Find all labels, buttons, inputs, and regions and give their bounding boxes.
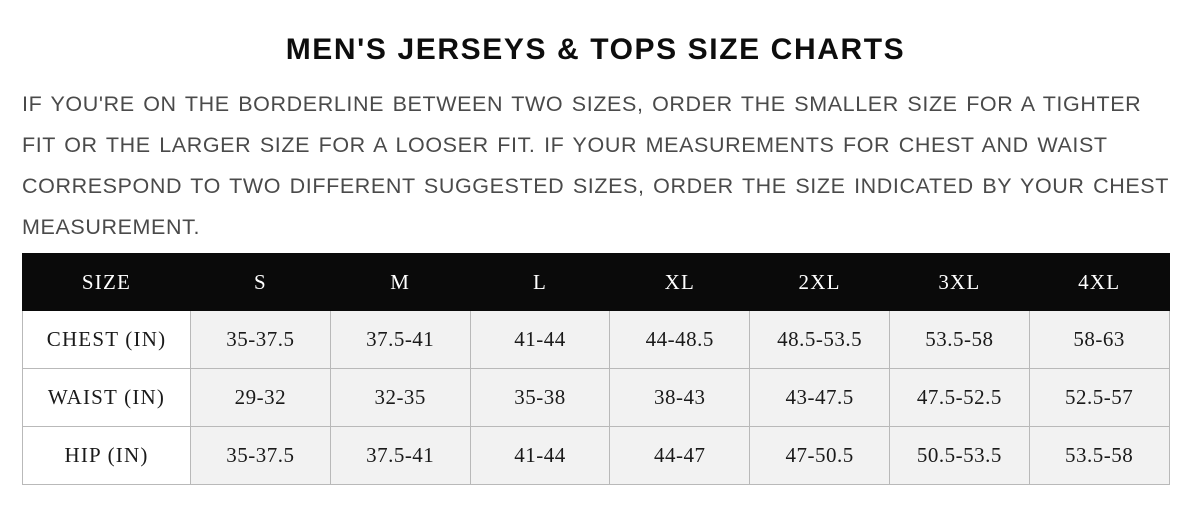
cell-hip-3xl: 50.5-53.5: [889, 427, 1029, 485]
cell-waist-s: 29-32: [191, 369, 331, 427]
cell-chest-4xl: 58-63: [1029, 311, 1169, 369]
table-row: [23, 369, 1170, 427]
cell-chest-xl: 44-48.5: [610, 311, 750, 369]
size-chart-table: [22, 253, 1170, 485]
cell-chest-2xl: 48.5-53.5: [750, 311, 890, 369]
cell-hip-s: 35-37.5: [191, 427, 331, 485]
cell-hip-xl: 44-47: [610, 427, 750, 485]
row-label-waist: WAIST (IN): [23, 369, 191, 427]
cell-waist-m: 32-35: [330, 369, 470, 427]
cell-waist-2xl: 43-47.5: [750, 369, 890, 427]
table-body: [23, 311, 1170, 485]
header-cell-m: M: [330, 254, 470, 311]
table-header: [23, 254, 1170, 311]
cell-hip-2xl: 47-50.5: [750, 427, 890, 485]
table-row: [23, 311, 1170, 369]
header-cell-3xl: 3XL: [889, 254, 1029, 311]
header-cell-xl: XL: [610, 254, 750, 311]
header-cell-s: S: [191, 254, 331, 311]
cell-hip-4xl: 53.5-58: [1029, 427, 1169, 485]
row-label-chest: CHEST (IN): [23, 311, 191, 369]
cell-chest-l: 41-44: [470, 311, 610, 369]
row-label-hip: HIP (IN): [23, 427, 191, 485]
cell-chest-s: 35-37.5: [191, 311, 331, 369]
header-cell-4xl: 4XL: [1029, 254, 1169, 311]
cell-waist-l: 35-38: [470, 369, 610, 427]
cell-waist-4xl: 52.5-57: [1029, 369, 1169, 427]
size-chart-table-wrapper: [22, 253, 1169, 485]
intro-paragraph: IF YOU'RE ON THE BORDERLINE BETWEEN TWO SIZES, ORDER THE SMALLER SIZE FOR A TIGHTER FIT OR THE LARGER SIZE FOR A LOOSER FIT. IF YOUR MEASUREMENTS FOR CHEST AND WAIST CORRESPOND TO TWO DIFFERENT SUGGESTED SIZES, ORDER THE SIZE INDICATED BY YOUR CHEST MEASUREMENT.: [22, 92, 1169, 239]
header-cell-2xl: 2XL: [750, 254, 890, 311]
table-header-row: [23, 254, 1170, 311]
cell-chest-m: 37.5-41: [330, 311, 470, 369]
cell-hip-l: 41-44: [470, 427, 610, 485]
cell-chest-3xl: 53.5-58: [889, 311, 1029, 369]
cell-waist-3xl: 47.5-52.5: [889, 369, 1029, 427]
page-title: MEN'S JERSEYS & TOPS SIZE CHARTS: [285, 33, 906, 66]
table-row: [23, 427, 1170, 485]
header-cell-size: SIZE: [23, 254, 191, 311]
cell-hip-m: 37.5-41: [330, 427, 470, 485]
header-cell-l: L: [470, 254, 610, 311]
cell-waist-xl: 38-43: [610, 369, 750, 427]
